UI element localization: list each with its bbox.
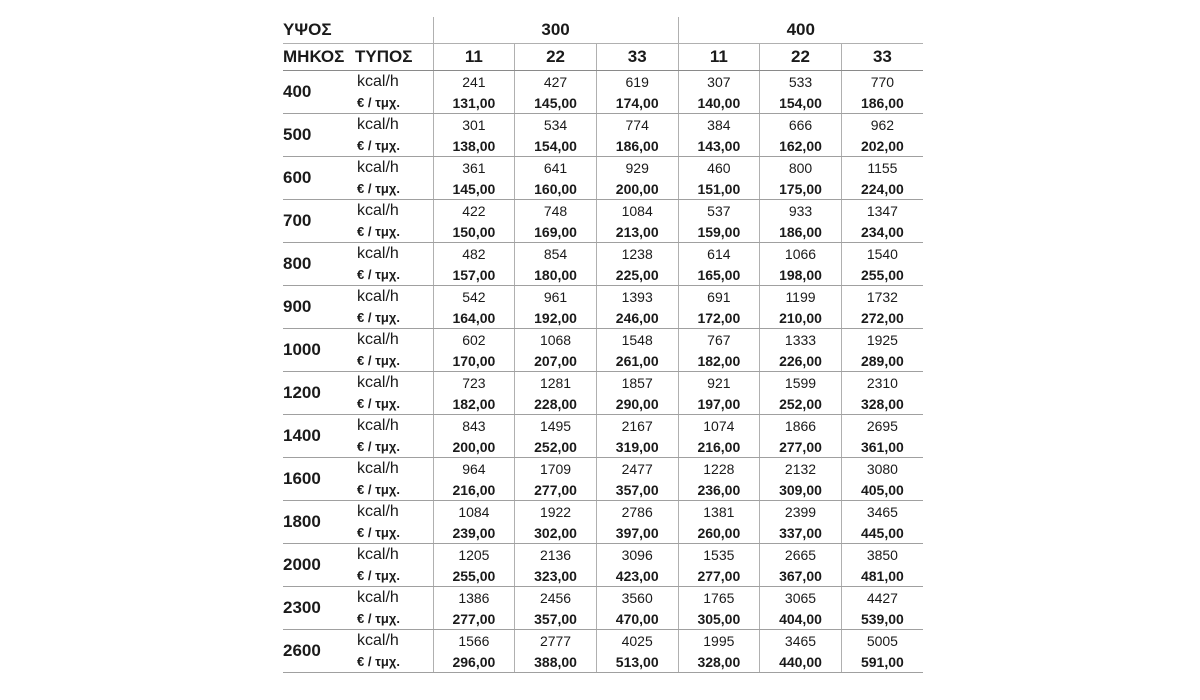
price-value-cell: 150,00: [433, 221, 515, 243]
unit-label-kcal: kcal/h: [357, 416, 399, 434]
price-value-cell: 172,00: [678, 307, 760, 329]
kcal-value-cell: 534: [515, 114, 597, 136]
kcal-value-cell: 666: [760, 114, 842, 136]
kcal-value-cell: 1066: [760, 243, 842, 265]
kcal-value-cell: 1238: [596, 243, 678, 265]
table-row-kcal: [283, 415, 923, 437]
kcal-value-cell: 1765: [678, 587, 760, 609]
price-value-cell: 186,00: [596, 135, 678, 157]
header-row-type: [283, 44, 923, 71]
kcal-value-cell: 1333: [760, 329, 842, 351]
price-value-cell: 182,00: [433, 393, 515, 415]
price-value-cell: 170,00: [433, 350, 515, 372]
kcal-value-cell: 301: [433, 114, 515, 136]
kcal-value-cell: 619: [596, 71, 678, 93]
table-row-kcal: [283, 458, 923, 480]
table-row-price: [283, 522, 923, 544]
kcal-value-cell: 3465: [841, 501, 923, 523]
type-column-header: 11: [678, 44, 760, 71]
price-value-cell: 151,00: [678, 178, 760, 200]
table-row-kcal: [283, 587, 923, 609]
price-value-cell: 296,00: [433, 651, 515, 673]
price-value-cell: 539,00: [841, 608, 923, 630]
type-column-header: 33: [841, 44, 923, 71]
table-row-price: [283, 479, 923, 501]
table-row-price: [283, 264, 923, 286]
table-row-kcal: [283, 286, 923, 308]
price-value-cell: 226,00: [760, 350, 842, 372]
price-value-cell: 175,00: [760, 178, 842, 200]
kcal-value-cell: 1995: [678, 630, 760, 652]
price-value-cell: 328,00: [841, 393, 923, 415]
kcal-value-cell: 4025: [596, 630, 678, 652]
kcal-value-cell: 641: [515, 157, 597, 179]
price-value-cell: 164,00: [433, 307, 515, 329]
kcal-value-cell: 2456: [515, 587, 597, 609]
price-value-cell: 305,00: [678, 608, 760, 630]
table-row-price: [283, 436, 923, 458]
table-row-price: [283, 307, 923, 329]
kcal-value-cell: 422: [433, 200, 515, 222]
price-value-cell: 445,00: [841, 522, 923, 544]
kcal-value-cell: 5005: [841, 630, 923, 652]
unit-label-kcal: kcal/h: [357, 631, 399, 649]
kcal-value-cell: 3065: [760, 587, 842, 609]
price-value-cell: 246,00: [596, 307, 678, 329]
kcal-value-cell: 1393: [596, 286, 678, 308]
price-value-cell: 180,00: [515, 264, 597, 286]
price-value-cell: 239,00: [433, 522, 515, 544]
price-value-cell: 225,00: [596, 264, 678, 286]
kcal-value-cell: 1548: [596, 329, 678, 351]
price-value-cell: 154,00: [760, 92, 842, 114]
kcal-value-cell: 1535: [678, 544, 760, 566]
kcal-value-cell: 1495: [515, 415, 597, 437]
price-value-cell: 160,00: [515, 178, 597, 200]
table-row-kcal: [283, 157, 923, 179]
price-value-cell: 323,00: [515, 565, 597, 587]
length-header: ΜΗΚΟΣ: [283, 44, 355, 71]
unit-label-kcal: kcal/h: [357, 201, 399, 219]
price-value-cell: 277,00: [760, 436, 842, 458]
height-group-400: 400: [678, 17, 923, 44]
price-value-cell: 261,00: [596, 350, 678, 372]
price-value-cell: 440,00: [760, 651, 842, 673]
price-value-cell: 202,00: [841, 135, 923, 157]
kcal-value-cell: 361: [433, 157, 515, 179]
kcal-value-cell: 1199: [760, 286, 842, 308]
price-value-cell: 405,00: [841, 479, 923, 501]
kcal-value-cell: 774: [596, 114, 678, 136]
length-cell: 2600: [283, 630, 355, 673]
kcal-value-cell: 2167: [596, 415, 678, 437]
kcal-value-cell: 770: [841, 71, 923, 93]
table-row-price: [283, 178, 923, 200]
length-cell: 1800: [283, 501, 355, 544]
price-value-cell: 277,00: [678, 565, 760, 587]
kcal-value-cell: 2399: [760, 501, 842, 523]
table-row-kcal: [283, 71, 923, 93]
kcal-value-cell: 921: [678, 372, 760, 394]
kcal-value-cell: 3080: [841, 458, 923, 480]
price-value-cell: 513,00: [596, 651, 678, 673]
radiator-price-table: [283, 17, 923, 673]
kcal-value-cell: 1566: [433, 630, 515, 652]
table-row-price: [283, 565, 923, 587]
kcal-value-cell: 2310: [841, 372, 923, 394]
price-value-cell: 397,00: [596, 522, 678, 544]
price-value-cell: 277,00: [433, 608, 515, 630]
price-value-cell: 289,00: [841, 350, 923, 372]
price-value-cell: 210,00: [760, 307, 842, 329]
table-row-price: [283, 393, 923, 415]
unit-label-kcal: kcal/h: [357, 459, 399, 477]
type-column-header: 22: [515, 44, 597, 71]
unit-label-price: € / τμχ.: [355, 651, 433, 673]
price-value-cell: 367,00: [760, 565, 842, 587]
length-cell: 400: [283, 71, 355, 114]
price-value-cell: 198,00: [760, 264, 842, 286]
kcal-value-cell: 1281: [515, 372, 597, 394]
length-cell: 2000: [283, 544, 355, 587]
unit-label-kcal: kcal/h: [357, 330, 399, 348]
kcal-value-cell: 3560: [596, 587, 678, 609]
price-value-cell: 361,00: [841, 436, 923, 458]
kcal-value-cell: 2136: [515, 544, 597, 566]
price-value-cell: 157,00: [433, 264, 515, 286]
length-cell: 1400: [283, 415, 355, 458]
price-value-cell: 357,00: [596, 479, 678, 501]
kcal-value-cell: 2132: [760, 458, 842, 480]
kcal-value-cell: 460: [678, 157, 760, 179]
unit-label-price: € / τμχ.: [355, 393, 433, 415]
length-cell: 700: [283, 200, 355, 243]
price-value-cell: 200,00: [596, 178, 678, 200]
kcal-value-cell: 542: [433, 286, 515, 308]
unit-label-kcal: kcal/h: [357, 158, 399, 176]
length-cell: 600: [283, 157, 355, 200]
unit-label-price: € / τμχ.: [355, 178, 433, 200]
price-value-cell: 197,00: [678, 393, 760, 415]
kcal-value-cell: 767: [678, 329, 760, 351]
price-value-cell: 404,00: [760, 608, 842, 630]
kcal-value-cell: 1228: [678, 458, 760, 480]
kcal-value-cell: 384: [678, 114, 760, 136]
kcal-value-cell: 241: [433, 71, 515, 93]
price-value-cell: 186,00: [841, 92, 923, 114]
table-row-price: [283, 135, 923, 157]
table-row-kcal: [283, 114, 923, 136]
table-row-kcal: [283, 630, 923, 652]
unit-label-kcal: kcal/h: [357, 545, 399, 563]
price-value-cell: 302,00: [515, 522, 597, 544]
kcal-value-cell: 1709: [515, 458, 597, 480]
price-value-cell: 216,00: [678, 436, 760, 458]
price-value-cell: 388,00: [515, 651, 597, 673]
kcal-value-cell: 1540: [841, 243, 923, 265]
unit-label-price: € / τμχ.: [355, 436, 433, 458]
unit-label-price: € / τμχ.: [355, 479, 433, 501]
kcal-value-cell: 1068: [515, 329, 597, 351]
length-cell: 900: [283, 286, 355, 329]
price-value-cell: 145,00: [433, 178, 515, 200]
kcal-value-cell: 691: [678, 286, 760, 308]
length-cell: 800: [283, 243, 355, 286]
kcal-value-cell: 1922: [515, 501, 597, 523]
price-value-cell: 481,00: [841, 565, 923, 587]
price-value-cell: 357,00: [515, 608, 597, 630]
price-value-cell: 252,00: [515, 436, 597, 458]
price-value-cell: 200,00: [433, 436, 515, 458]
price-value-cell: 252,00: [760, 393, 842, 415]
table-row-price: [283, 221, 923, 243]
price-value-cell: 145,00: [515, 92, 597, 114]
price-value-cell: 186,00: [760, 221, 842, 243]
price-value-cell: 255,00: [841, 264, 923, 286]
kcal-value-cell: 533: [760, 71, 842, 93]
length-cell: 2300: [283, 587, 355, 630]
unit-label-price: € / τμχ.: [355, 135, 433, 157]
type-column-header: 11: [433, 44, 515, 71]
unit-label-kcal: kcal/h: [357, 287, 399, 305]
price-value-cell: 309,00: [760, 479, 842, 501]
kcal-value-cell: 482: [433, 243, 515, 265]
kcal-value-cell: 1857: [596, 372, 678, 394]
table-row-price: [283, 350, 923, 372]
price-value-cell: 138,00: [433, 135, 515, 157]
price-value-cell: 131,00: [433, 92, 515, 114]
kcal-value-cell: 800: [760, 157, 842, 179]
kcal-value-cell: 961: [515, 286, 597, 308]
price-value-cell: 169,00: [515, 221, 597, 243]
height-header: ΥΨΟΣ: [283, 17, 433, 44]
length-cell: 1000: [283, 329, 355, 372]
kcal-value-cell: 3096: [596, 544, 678, 566]
price-value-cell: 174,00: [596, 92, 678, 114]
kcal-value-cell: 843: [433, 415, 515, 437]
kcal-value-cell: 964: [433, 458, 515, 480]
kcal-value-cell: 537: [678, 200, 760, 222]
type-column-header: 22: [760, 44, 842, 71]
type-column-header: 33: [596, 44, 678, 71]
kcal-value-cell: 2665: [760, 544, 842, 566]
price-value-cell: 337,00: [760, 522, 842, 544]
kcal-value-cell: 748: [515, 200, 597, 222]
kcal-value-cell: 1347: [841, 200, 923, 222]
kcal-value-cell: 3465: [760, 630, 842, 652]
price-value-cell: 236,00: [678, 479, 760, 501]
table-row-kcal: [283, 329, 923, 351]
unit-label-price: € / τμχ.: [355, 307, 433, 329]
kcal-value-cell: 1732: [841, 286, 923, 308]
kcal-value-cell: 614: [678, 243, 760, 265]
table-row-kcal: [283, 501, 923, 523]
unit-label-kcal: kcal/h: [357, 72, 399, 90]
price-value-cell: 154,00: [515, 135, 597, 157]
kcal-value-cell: 2477: [596, 458, 678, 480]
price-value-cell: 165,00: [678, 264, 760, 286]
table-body: [283, 71, 923, 673]
unit-label-kcal: kcal/h: [357, 502, 399, 520]
kcal-value-cell: 1155: [841, 157, 923, 179]
length-cell: 1200: [283, 372, 355, 415]
unit-label-price: € / τμχ.: [355, 264, 433, 286]
price-value-cell: 140,00: [678, 92, 760, 114]
kcal-value-cell: 2777: [515, 630, 597, 652]
unit-label-kcal: kcal/h: [357, 373, 399, 391]
price-value-cell: 143,00: [678, 135, 760, 157]
price-value-cell: 213,00: [596, 221, 678, 243]
price-value-cell: 159,00: [678, 221, 760, 243]
price-value-cell: 216,00: [433, 479, 515, 501]
table-row-kcal: [283, 372, 923, 394]
kcal-value-cell: 307: [678, 71, 760, 93]
kcal-value-cell: 854: [515, 243, 597, 265]
unit-label-price: € / τμχ.: [355, 522, 433, 544]
kcal-value-cell: 2695: [841, 415, 923, 437]
table-row-price: [283, 92, 923, 114]
header-row-height: [283, 17, 923, 44]
unit-label-price: € / τμχ.: [355, 92, 433, 114]
kcal-value-cell: 1084: [596, 200, 678, 222]
kcal-value-cell: 962: [841, 114, 923, 136]
table-row-kcal: [283, 544, 923, 566]
unit-label-price: € / τμχ.: [355, 565, 433, 587]
kcal-value-cell: 1084: [433, 501, 515, 523]
table-row-price: [283, 651, 923, 673]
length-cell: 500: [283, 114, 355, 157]
length-cell: 1600: [283, 458, 355, 501]
price-value-cell: 319,00: [596, 436, 678, 458]
type-header: ΤΥΠΟΣ: [355, 44, 433, 71]
unit-label-price: € / τμχ.: [355, 350, 433, 372]
price-value-cell: 192,00: [515, 307, 597, 329]
kcal-value-cell: 2786: [596, 501, 678, 523]
table-row-kcal: [283, 200, 923, 222]
table-row-price: [283, 608, 923, 630]
kcal-value-cell: 3850: [841, 544, 923, 566]
kcal-value-cell: 602: [433, 329, 515, 351]
price-value-cell: 591,00: [841, 651, 923, 673]
price-value-cell: 423,00: [596, 565, 678, 587]
kcal-value-cell: 1205: [433, 544, 515, 566]
kcal-value-cell: 1925: [841, 329, 923, 351]
unit-label-kcal: kcal/h: [357, 244, 399, 262]
kcal-value-cell: 1386: [433, 587, 515, 609]
height-group-300: 300: [433, 17, 678, 44]
unit-label-price: € / τμχ.: [355, 221, 433, 243]
table-row-kcal: [283, 243, 923, 265]
price-value-cell: 272,00: [841, 307, 923, 329]
price-value-cell: 328,00: [678, 651, 760, 673]
price-value-cell: 234,00: [841, 221, 923, 243]
price-value-cell: 207,00: [515, 350, 597, 372]
kcal-value-cell: 1074: [678, 415, 760, 437]
unit-label-kcal: kcal/h: [357, 115, 399, 133]
kcal-value-cell: 4427: [841, 587, 923, 609]
kcal-value-cell: 929: [596, 157, 678, 179]
price-value-cell: 228,00: [515, 393, 597, 415]
kcal-value-cell: 1866: [760, 415, 842, 437]
price-value-cell: 260,00: [678, 522, 760, 544]
kcal-value-cell: 1381: [678, 501, 760, 523]
price-value-cell: 162,00: [760, 135, 842, 157]
kcal-value-cell: 723: [433, 372, 515, 394]
price-value-cell: 470,00: [596, 608, 678, 630]
kcal-value-cell: 427: [515, 71, 597, 93]
price-value-cell: 277,00: [515, 479, 597, 501]
price-value-cell: 255,00: [433, 565, 515, 587]
kcal-value-cell: 933: [760, 200, 842, 222]
unit-label-price: € / τμχ.: [355, 608, 433, 630]
price-value-cell: 224,00: [841, 178, 923, 200]
price-value-cell: 290,00: [596, 393, 678, 415]
kcal-value-cell: 1599: [760, 372, 842, 394]
price-value-cell: 182,00: [678, 350, 760, 372]
unit-label-kcal: kcal/h: [357, 588, 399, 606]
